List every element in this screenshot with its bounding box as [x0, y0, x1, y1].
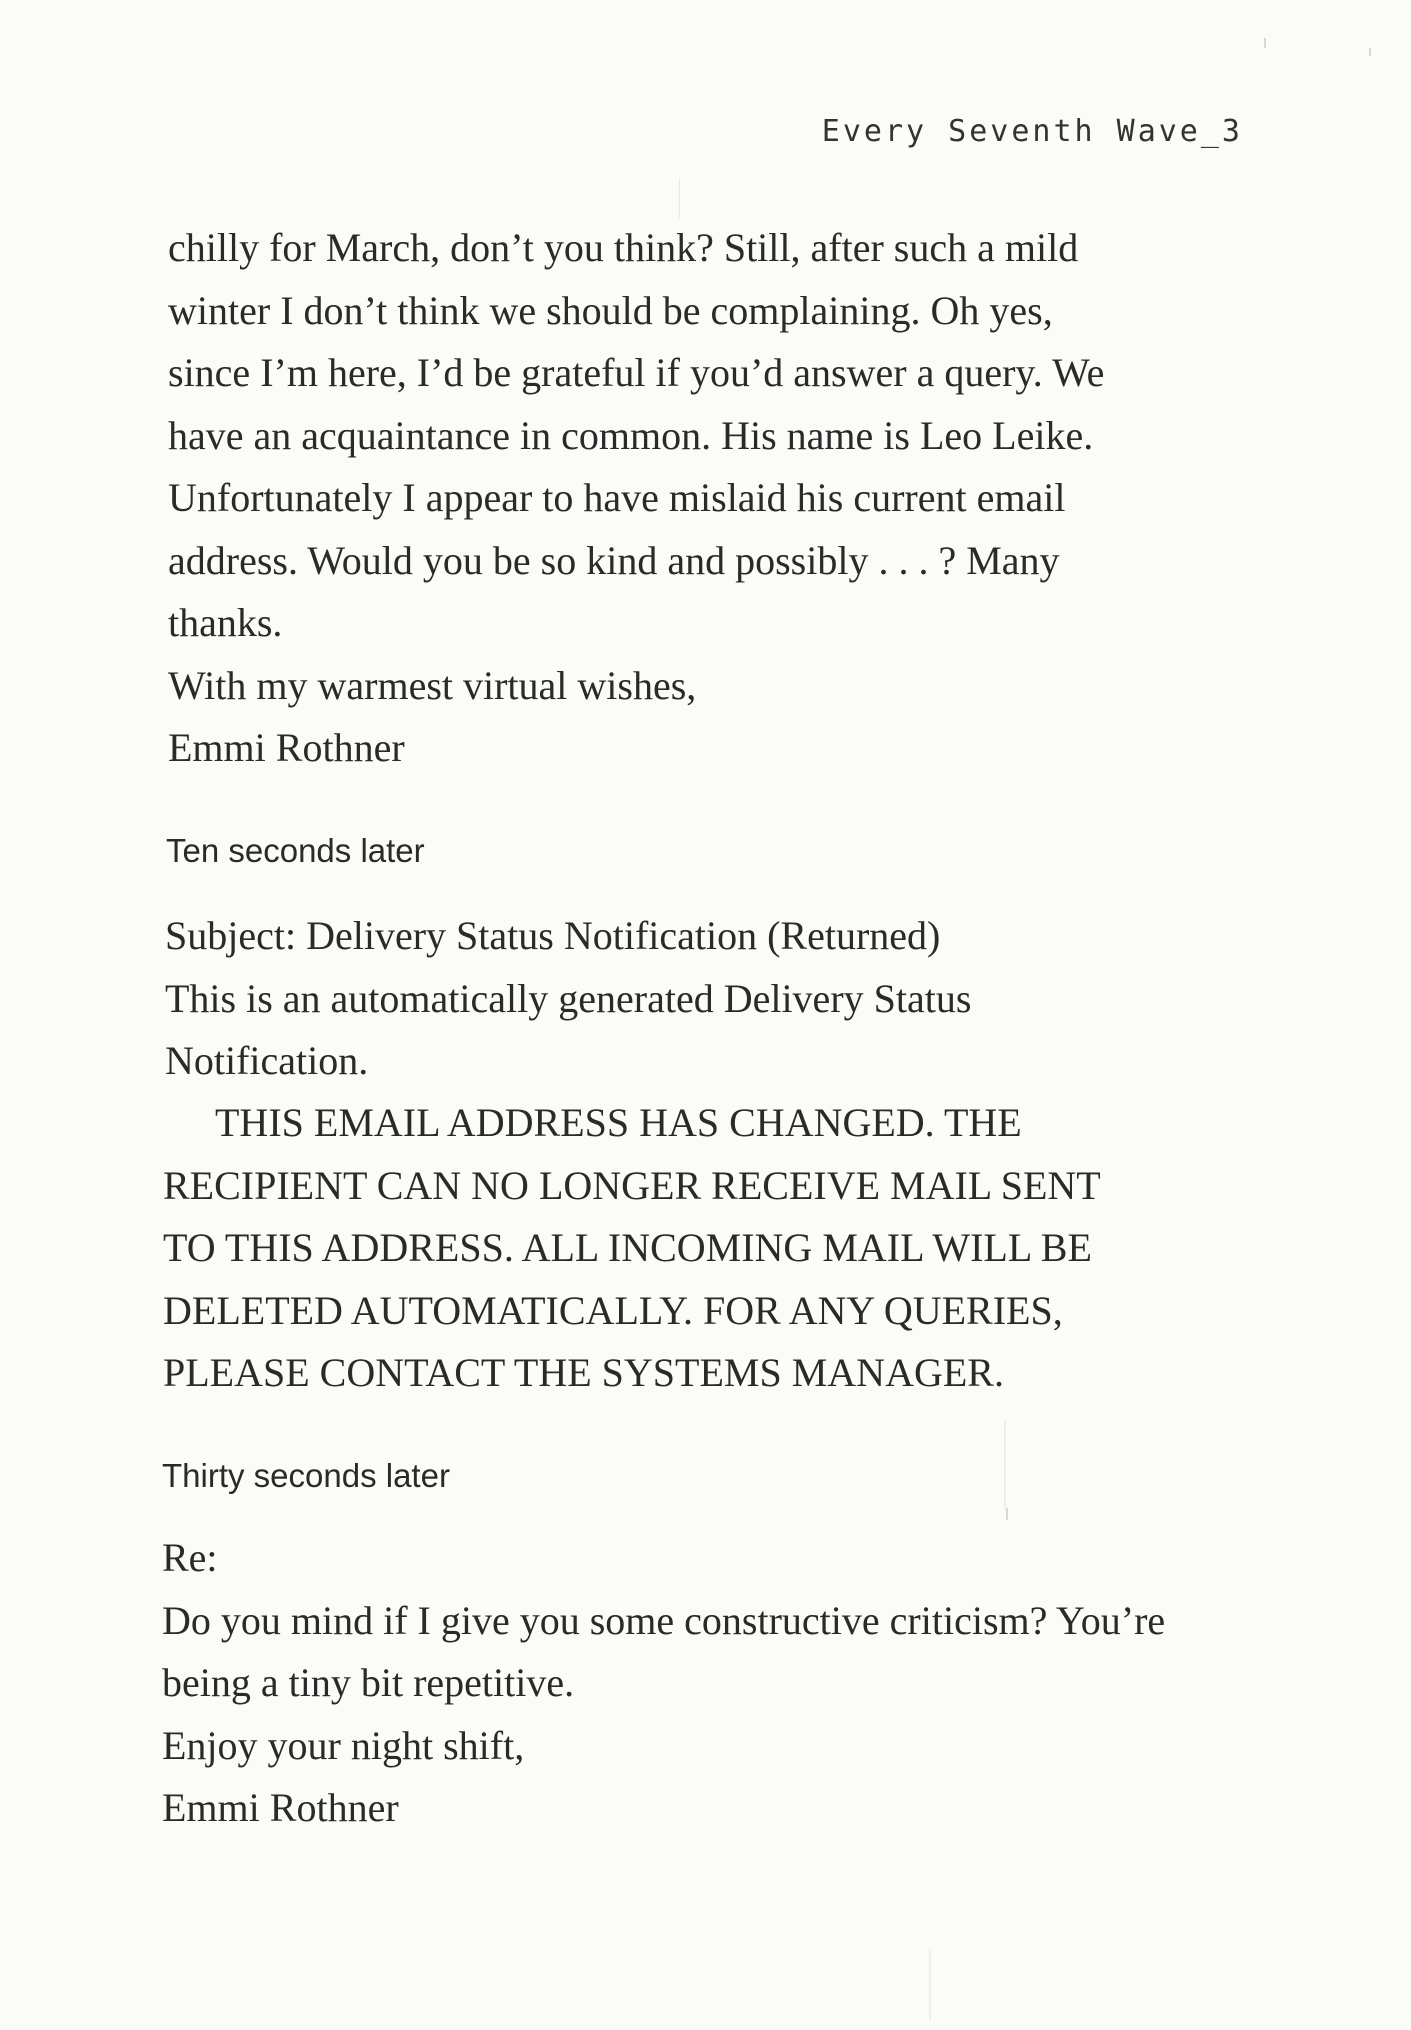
body-line: Notification. [165, 1038, 369, 1083]
subject-line: Subject: Delivery Status Notification (Returned) [165, 913, 941, 958]
email-body-continued [168, 217, 1104, 780]
body-line: winter I don’t think we should be complaining. Oh yes, [168, 287, 1053, 333]
caps-line: THIS EMAIL ADDRESS HAS CHANGED. THE [215, 1100, 1022, 1145]
scan-artifact [929, 1950, 931, 2020]
signature-line: Emmi Rothner [162, 1785, 399, 1830]
body-line: Do you mind if I give you some constructive criticism? You’re [162, 1597, 1166, 1643]
sign-off-line: Enjoy your night shift, [162, 1722, 525, 1768]
body-line: This is an automatically generated Delivery Status [165, 975, 972, 1021]
section-heading-ten-seconds: Ten seconds later [166, 832, 425, 869]
body-line: since I’m here, I’d be grateful if you’d answer a query. We [168, 350, 1105, 395]
body-line: being a tiny bit repetitive. [162, 1660, 575, 1705]
scan-artifact [1006, 1508, 1008, 1520]
sign-off-line: With my warmest virtual wishes, [168, 662, 697, 708]
caps-line: DELETED AUTOMATICALLY. FOR ANY QUERIES, [163, 1287, 1063, 1333]
delivery-notification [165, 905, 971, 1093]
body-line: chilly for March, don’t you think? Still, after such a mild [168, 225, 1079, 270]
running-header: Every Seventh Wave_3 [821, 114, 1243, 149]
reply-email [162, 1527, 1165, 1840]
scan-artifact [1369, 48, 1371, 56]
scan-artifact [1264, 38, 1266, 48]
body-line: thanks. [168, 600, 283, 645]
caps-line: RECIPIENT CAN NO LONGER RECEIVE MAIL SENT [163, 1162, 1101, 1208]
body-line: address. Would you be so kind and possibly . . . ? Many [168, 537, 1060, 583]
subject-line: Re: [162, 1535, 218, 1580]
caps-line: TO THIS ADDRESS. ALL INCOMING MAIL WILL BE [163, 1225, 1092, 1270]
scan-artifact [679, 178, 680, 218]
body-line: have an acquaintance in common. His name is Leo Leike. [168, 412, 1094, 458]
body-line: Unfortunately I appear to have mislaid his current email [168, 475, 1066, 520]
signature-line: Emmi Rothner [168, 725, 405, 770]
delivery-notification-message [163, 1092, 1101, 1405]
caps-line: PLEASE CONTACT THE SYSTEMS MANAGER. [163, 1350, 1004, 1395]
scan-artifact [1004, 1420, 1006, 1510]
section-heading-thirty-seconds: Thirty seconds later [162, 1457, 450, 1494]
